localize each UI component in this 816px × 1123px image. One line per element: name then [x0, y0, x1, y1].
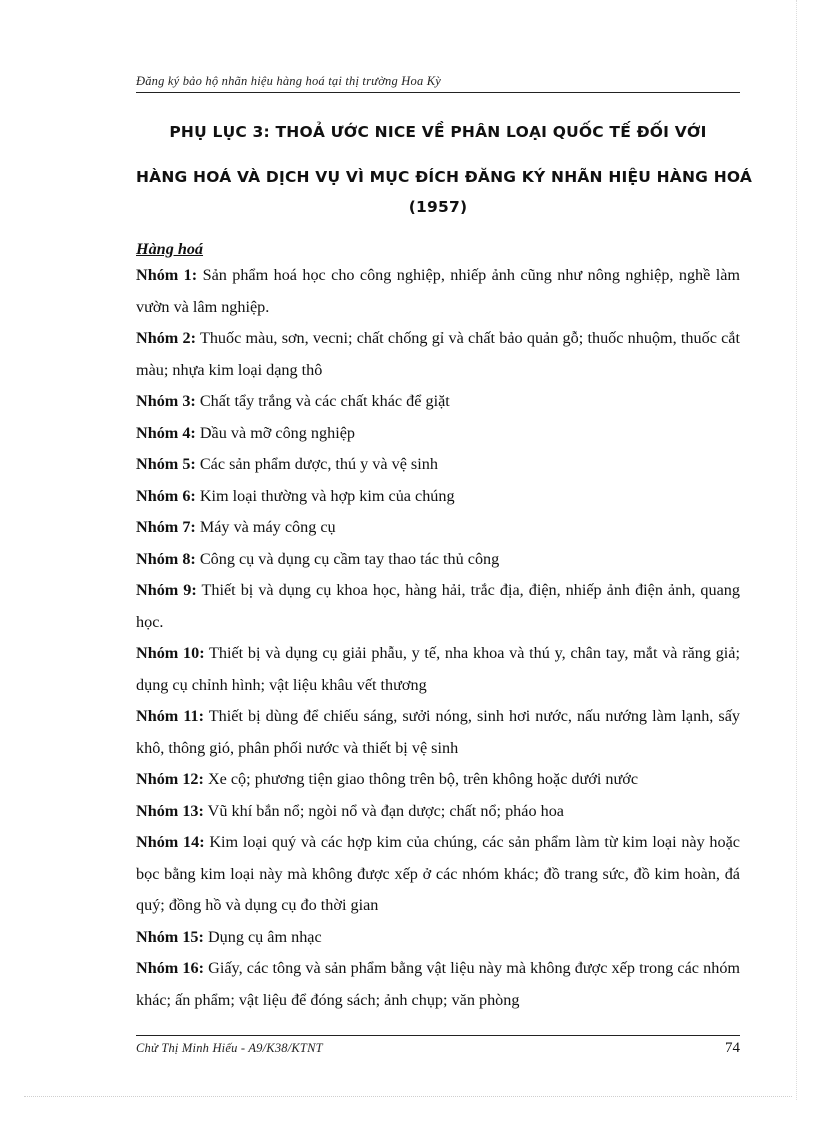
footer-rule — [136, 1035, 740, 1036]
group-text: Dầu và mỡ công nghiệp — [199, 423, 355, 442]
group-label: Nhóm 16: — [136, 959, 205, 977]
group-item-16 — [136, 953, 740, 1016]
title-line-3: (1957) — [408, 198, 468, 216]
group-label: Nhóm 14: — [136, 833, 205, 851]
group-text: Giấy, các tông và sản phẩm bằng vật liệu này mà không được xếp trong các nhóm khác; ấn phẩm; vật liệu để đóng sách; ảnh chụp; văn phòng — [136, 959, 740, 1009]
group-label: Nhóm 3: — [136, 392, 196, 410]
group-label: Nhóm 10: — [136, 644, 205, 662]
group-text: Kim loại thường và hợp kim của chúng — [199, 486, 455, 505]
group-label: Nhóm 2: — [136, 329, 196, 347]
group-text: Thuốc màu, sơn, vecni; chất chống gỉ và chất bảo quản gỗ; thuốc nhuộm, thuốc cắt màu; nhựa kim loại dạng thô — [136, 329, 740, 379]
group-item-9 — [136, 575, 740, 638]
group-item-7 — [136, 512, 740, 544]
group-item-6 — [136, 481, 740, 513]
footer-author: Chử Thị Minh Hiếu - A9/K38/KTNT — [136, 1041, 323, 1055]
group-item-4 — [136, 418, 740, 450]
group-text: Kim loại quý và các hợp kim của chúng, các sản phẩm làm từ kim loại này hoặc bọc bằng kim loại này mà không được xếp ở các nhóm khác; đồ trang sức, đồ kim hoàn, đá quý; đồng hồ và dụng cụ đo thời gian — [136, 833, 740, 914]
running-header: Đăng ký bảo hộ nhãn hiệu hàng hoá tại thị trường Hoa Kỳ — [136, 74, 442, 88]
group-text: Máy và máy công cụ — [199, 518, 336, 536]
header-rule — [136, 92, 740, 93]
appendix-title — [136, 118, 753, 222]
group-text: Sản phẩm hoá học cho công nghiệp, nhiếp ảnh cũng như nông nghiệp, nghề làm vườn và lâm nghiệp. — [136, 266, 740, 316]
group-label: Nhóm 9: — [136, 581, 197, 599]
group-label: Nhóm 4: — [136, 423, 196, 442]
group-text: Vũ khí bắn nổ; ngòi nổ và đạn dược; chất nổ; pháo hoa — [207, 801, 564, 820]
group-item-11 — [136, 701, 740, 764]
group-label: Nhóm 15: — [136, 927, 204, 946]
group-text: Thiết bị và dụng cụ khoa học, hàng hải, trắc địa, điện, nhiếp ảnh điện ảnh, quang học. — [136, 581, 740, 631]
group-text: Dụng cụ âm nhạc — [207, 927, 322, 946]
group-text: Thiết bị và dụng cụ giải phẫu, y tế, nha khoa và thú y, chân tay, mắt và răng giả; dụng cụ chỉnh hình; vật liệu khâu vết thương — [136, 644, 740, 694]
group-label: Nhóm 6: — [136, 486, 196, 505]
section-heading-goods: Hàng hoá — [136, 240, 204, 258]
group-label: Nhóm 13: — [136, 801, 204, 820]
title-line-1: PHỤ LỤC 3: THOẢ ƯỚC NICE VỀ PHÂN LOẠI QUỐC TẾ ĐỐI VỚI — [169, 123, 707, 141]
group-text: Công cụ và dụng cụ cầm tay thao tác thủ công — [199, 549, 500, 568]
group-label: Nhóm 8: — [136, 549, 196, 568]
group-item-10 — [136, 638, 740, 701]
group-text: Các sản phẩm dược, thú y và vệ sinh — [199, 455, 438, 473]
group-label: Nhóm 12: — [136, 770, 204, 788]
group-item-8 — [136, 544, 740, 576]
group-text: Chất tẩy trắng và các chất khác để giặt — [199, 392, 450, 410]
group-item-5 — [136, 449, 740, 481]
group-item-14 — [136, 827, 740, 922]
page-number: 74 — [725, 1040, 740, 1056]
group-label: Nhóm 7: — [136, 518, 196, 536]
group-item-3 — [136, 386, 740, 418]
group-label: Nhóm 11: — [136, 707, 205, 725]
title-line-2: HÀNG HOÁ VÀ DỊCH VỤ VÌ MỤC ĐÍCH ĐĂNG KÝ NHÃN HIỆU HÀNG HOÁ — [136, 168, 753, 186]
group-text: Thiết bị dùng để chiếu sáng, sưởi nóng, sinh hơi nước, nấu nướng làm lạnh, sấy khô, thông gió, phân phối nước và thiết bị vệ sinh — [136, 707, 740, 757]
group-item-2 — [136, 323, 740, 386]
document-body — [136, 233, 740, 1016]
group-item-13 — [136, 796, 740, 828]
group-label: Nhóm 1: — [136, 266, 198, 284]
group-item-1 — [136, 260, 740, 323]
group-item-12 — [136, 764, 740, 796]
page-frame-bottom — [24, 1096, 792, 1097]
group-item-15 — [136, 922, 740, 954]
group-text: Xe cộ; phương tiện giao thông trên bộ, trên không hoặc dưới nước — [207, 770, 639, 788]
page-frame-right — [796, 0, 797, 1100]
group-label: Nhóm 5: — [136, 455, 196, 473]
